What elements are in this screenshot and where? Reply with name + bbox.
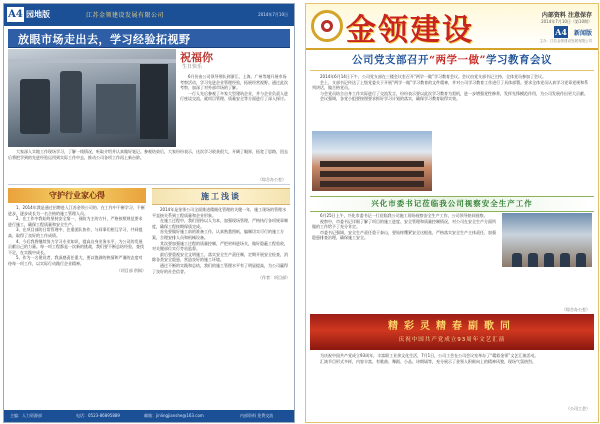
left-headline-bar <box>8 29 290 48</box>
article-paragraph: 会上，支部书记传达了上级党委关于开展“两学一做”学习教育的文件精神，并对公司学习教育工作进行了具体部署。要求全体党员认真学习党章党规和系列讲话，做合格党员。 <box>312 79 589 91</box>
birthday-logo <box>180 49 228 73</box>
column-paragraph: 3、在项目部的日常管理中，注重团队协作，与同事们相互学习，共同提高，取得了良好的工作成绩。 <box>8 227 143 238</box>
masthead-issue: 2014年7月10日（第10期） <box>541 19 592 24</box>
left-page-badge: A4 <box>8 9 23 20</box>
footer-editor: 主编：人力资源部 <box>10 413 42 418</box>
column-experience-title: 守护行业家心得 <box>49 190 105 200</box>
performance-article <box>312 353 592 407</box>
column-construction-sign: （作者：项目部） <box>258 275 290 281</box>
inspection-article <box>312 213 498 307</box>
column-paragraph: 通过不断的实践和总结，我们的施工管理水平有了明显提高，为公司赢得了良好的社会信誉。 <box>152 262 288 274</box>
masthead-sponsor: 主办：江苏金领建设发展有限公司 <box>539 39 592 43</box>
left-caption-sign: （综合办公室） <box>258 177 286 182</box>
intro-paragraph: 6月份由公司领导带队到浙江、上海、广州等地开展市场考察活动，学习先进企业管理经验，拓展经营视野。通过此次考察，加深了对外部市场的了解。 <box>180 74 288 91</box>
headline-pre: 公司党支部召开 <box>351 54 429 66</box>
left-divider <box>8 184 290 185</box>
left-date: 2014年7月10日 <box>258 12 288 17</box>
company-logo-icon <box>311 10 343 42</box>
column-paragraph: 首先要做好施工前的准备工作，认真熟悉图纸，编制切实可行的施工方案，合理安排人员和机械设备。 <box>152 229 284 240</box>
article-paragraph: 为庆祝中国共产党成立93周年，丰富职工业余文化生活，7月1日，公司工会在公司会议室举办了“精彩金领”文艺汇演活动。 <box>320 353 539 358</box>
column-construction-title: 施工浅谈 <box>201 191 241 201</box>
left-headline: 放眼市场走出去，学习经验拓视野 <box>18 33 191 46</box>
masthead-tag: 内部资料 注意保存 <box>541 12 592 19</box>
left-page <box>3 3 295 423</box>
inspection-sign: （综合办公室） <box>562 307 590 312</box>
column-paragraph: 2014年是金领公司全面推进精细化管理的关键一年，施工现场的管理水平直接关系到工程质量和企业形象。 <box>152 207 287 218</box>
article-paragraph: 与会党员结合自身工作实际进行了交流发言，纷纷表示要以此次学习教育为契机，进一步增强党性修养，发挥先锋模范作用，为公司发展作出更大贡献。 <box>320 90 588 96</box>
left-section-name: 园地版 <box>26 10 50 19</box>
column-paragraph: 5、作为一名建设者，我深感责任重大，要以饱满的热情和严谨的态度对待每一项工作，以实际行动践行企业精神。 <box>8 255 143 266</box>
column-paragraph: 其次要加强施工过程的质量控制，严把材料进场关，做好隐蔽工程验收，对关键部位实行旁站监督。 <box>152 240 288 252</box>
column-paragraph: 最后要重视安全文明施工，落实安全生产责任制，定期开展安全检查，消除各类安全隐患，营造良好的施工环境。 <box>152 251 288 263</box>
footer-phone: 电话：0523-86895889 <box>76 413 120 418</box>
right-page <box>305 3 599 423</box>
column-construction-body <box>152 207 290 405</box>
column-experience-sign: （项目部 供稿） <box>116 267 146 273</box>
article-paragraph: 视察中，市委书记详细了解了项目的施工进度、安全管理和质量控制情况，对公司在安全生产方面所做的工作给予了充分肯定。 <box>312 218 496 230</box>
birthday-logo-small: 生日快乐 <box>182 64 203 70</box>
column-paragraph: 2、在工作中我始终坚持安全第一，预防为主的方针，严格按照规范要求进行施工，确保工程质量和安全生产。 <box>8 216 143 227</box>
footer-email: 邮箱：jinlingjianshe@163.com <box>144 413 204 418</box>
left-footer <box>4 410 294 422</box>
article-paragraph: 汇演节目形式多样，内容丰富，有歌曲、舞蹈、小品、诗朗诵等，充分展示了金领人积极向上的精神风貌，现场气氛热烈。 <box>320 358 536 364</box>
article-paragraph: 会议强调，各党小组要按照要求抓好学习计划的落实，确保学习教育取得实效。 <box>320 96 460 102</box>
article-paragraph: 2014年6月14日下午，公司党支部在三楼会议室召开“两学一做”学习教育会议。会议由党支部书记主持，全体党员参加了会议。 <box>320 74 546 79</box>
caption-paragraph: 大家深入实地工作现场学习，了解一线情况，听取介绍并认真做好笔记。参观结束后，大家纷纷表示，这次学习收获很大，开阔了眼界，拓宽了思路，回去后将把学到的先进经验运用到实际工作中去，推动公司各项工作再上新台阶。 <box>8 149 288 160</box>
birthday-logo-big: 祝福你 <box>180 51 213 64</box>
meeting-photo <box>312 131 432 191</box>
left-page-header <box>4 4 294 26</box>
right-page-badge: A4 <box>555 27 567 37</box>
footer-note: 内部资料 免费交流 <box>240 413 274 418</box>
performance-banner-title: 精彩灵精春副歌同 <box>388 321 516 332</box>
column-construction <box>152 188 290 402</box>
column-paragraph: 1、2014年我是通过招聘进入江苏金领公司的，在工作中不断学习，不断进步，逐步成长为一名合格的施工管理人员。 <box>8 205 145 216</box>
performance-sign: （公司工会） <box>566 406 590 411</box>
column-paragraph: 4、今后我将继续努力学习专业知识，提高自身业务水平，为公司的发展贡献自己的力量。每一项工程都是一次新的挑战，我们要不断总结经验，查找不足，在实践中成长。 <box>8 238 144 255</box>
masthead-title: 金领建设 <box>346 13 474 48</box>
left-publisher: 江苏金领建设发展有限公司 <box>86 12 165 19</box>
headline-post: 学习教育会议 <box>486 54 553 66</box>
left-caption-text <box>8 149 290 177</box>
inspection-banner: 兴化市委书记莅临我公司视察安全生产工作 <box>310 196 594 212</box>
article-paragraph: 市委书记强调，安全生产责任重于泰山，要始终绷紧安全这根弦，严格落实安全生产主体责任，加强隐患排查治理，确保施工安全。 <box>312 229 496 241</box>
site-visit-photo <box>8 49 176 147</box>
inspection-photo <box>502 213 592 267</box>
left-intro-text <box>180 74 288 150</box>
article-paragraph: 6月25日上午，兴化市委书记一行莅临我公司施工现场视察安全生产工作，公司领导陪同视察。 <box>320 213 488 218</box>
performance-banner-subtitle: 庆祝中国共产党成立93周年文艺汇演 <box>398 337 506 343</box>
headline-quote: “两学一做” <box>428 54 487 66</box>
column-paragraph: 在施工过程中，我们坚持以人为本，加强现场管理，严格执行各项规章制度，确保工程按期保质完成。 <box>152 218 288 229</box>
column-construction-banner <box>152 188 290 205</box>
masthead <box>306 4 598 50</box>
performance-banner <box>310 314 594 350</box>
right-headline <box>310 52 594 71</box>
right-section-name: 新闻版 <box>573 30 592 37</box>
intro-paragraph: 一行人先后参观了多家大型建筑企业，并与企业负责人进行座谈交流，就项目管理、质量安全等方面进行了深入探讨。 <box>180 90 288 102</box>
column-experience-banner <box>8 188 146 203</box>
column-experience-body <box>8 205 146 403</box>
column-experience <box>8 188 146 402</box>
